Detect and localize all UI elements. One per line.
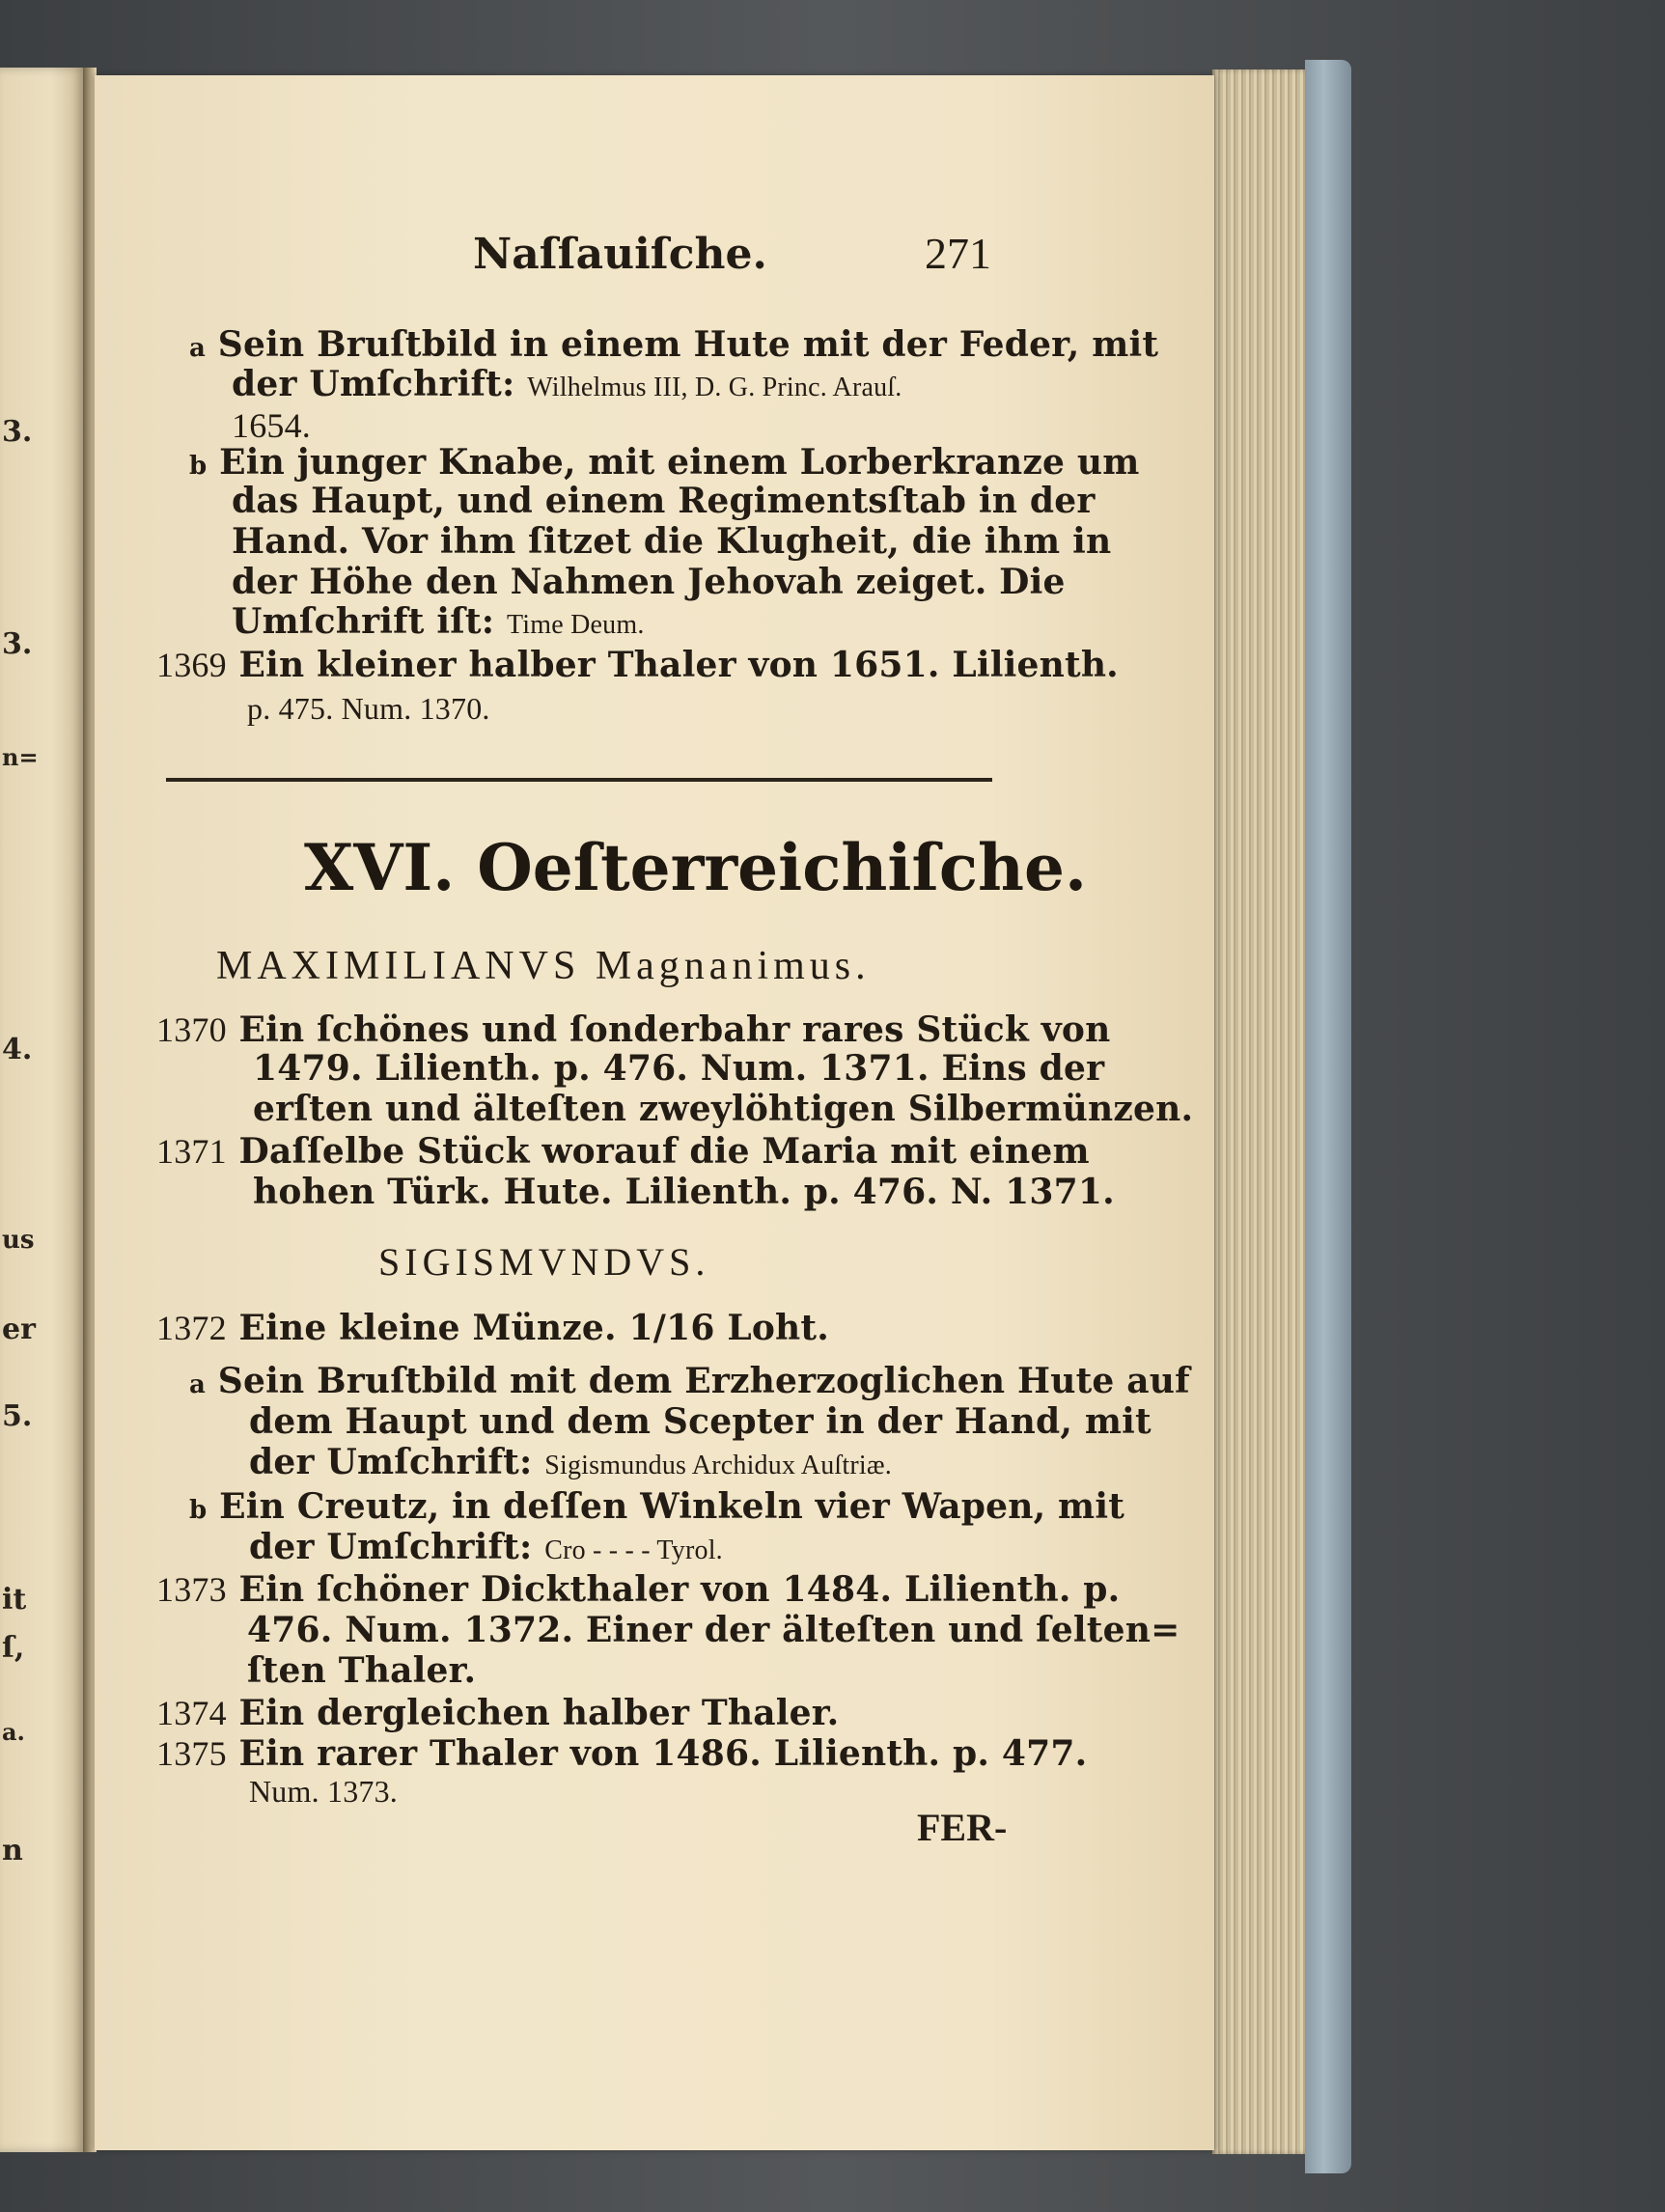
entry-text: 476. Num. 1372. Einer der älteſten und ſelten=	[247, 1610, 1180, 1650]
entry-text: 1479. Lilienth. p. 476. Num. 1371. Eins der	[253, 1048, 1105, 1089]
entry-text: dem Haupt und dem Scepter in der Hand, mit	[249, 1401, 1152, 1442]
subheading-maximilianus: MAXIMILIANVS Magnanimus.	[216, 944, 871, 988]
left-fragment: a.	[2, 1718, 25, 1746]
entry-line	[156, 645, 1119, 685]
entry-text: hohen Türk. Hute. Lilienth. p. 476. N. 1371.	[253, 1172, 1115, 1212]
entry-text: Ein ſchönes und ſonderbahr rares Stück von	[238, 1009, 1111, 1050]
entry-label: b	[189, 452, 208, 481]
entry-number: 1375	[156, 1734, 227, 1773]
entry-text: Umſchrift iſt:	[232, 601, 495, 642]
entry-label: b	[189, 1496, 208, 1525]
entry-line	[156, 1569, 1120, 1610]
left-fragment: 4.	[2, 1033, 33, 1066]
entry-text: Ein kleiner halber Thaler von 1651. Lilienth.	[238, 645, 1119, 685]
entry-line	[189, 324, 1158, 365]
entry-roman: Num. 1373.	[249, 1774, 398, 1809]
entry-text: Ein dergleichen halber Thaler.	[238, 1693, 840, 1733]
entry-line	[232, 601, 645, 642]
running-head: Naſſauiſche.	[473, 230, 767, 279]
entry-line	[247, 1610, 1179, 1650]
entry-roman: Cro - - - - Tyrol.	[544, 1535, 723, 1565]
left-fragment: 3.	[2, 415, 33, 449]
entry-line	[247, 691, 490, 727]
entry-text: Daſſelbe Stück worauf die Maria mit einem	[238, 1131, 1090, 1172]
entry-text: erſten und älteſten zweylöhtigen Silbermünzen.	[253, 1089, 1194, 1129]
entry-text: ſten Thaler.	[247, 1650, 477, 1691]
entry-line	[253, 1172, 1115, 1212]
left-fragment: 3.	[2, 627, 33, 661]
page-edges	[1212, 69, 1309, 2154]
section-heading: XVI. Oeſterreichiſche.	[304, 830, 1087, 905]
book-cover-edge	[1305, 60, 1351, 2173]
entry-line	[156, 1733, 1087, 1774]
entry-number: 1374	[156, 1694, 227, 1732]
entry-line	[249, 1527, 723, 1567]
left-fragment: 5.	[2, 1399, 33, 1433]
entry-text: das Haupt, und einem Regimentsſtab in der	[232, 481, 1096, 521]
left-fragment: n=	[2, 743, 39, 771]
entry-roman: Wilhelmus III, D. G. Princ. Arauſ.	[527, 373, 902, 402]
entry-text: Ein junger Knabe, mit einem Lorberkranze um	[219, 442, 1140, 483]
entry-line	[249, 1774, 398, 1810]
entry-line	[232, 481, 1096, 521]
entry-line	[189, 1486, 1124, 1527]
entry-line	[253, 1089, 1193, 1129]
entry-number: 1373	[156, 1570, 227, 1609]
entry-roman: Time Deum.	[506, 610, 645, 640]
entry-line	[156, 1693, 839, 1733]
entry-text: Sein Bruſtbild in einem Hute mit der Feder, mit	[217, 324, 1159, 365]
entry-text: Hand. Vor ihm ſitzet die Klugheit, die ihm in	[232, 521, 1112, 562]
left-fragment: us	[2, 1226, 35, 1255]
entry-roman: 1654.	[232, 406, 311, 445]
entry-roman: Sigismundus Archidux Auſtriæ.	[544, 1451, 892, 1480]
entry-line	[189, 442, 1140, 483]
entry-text: Ein rarer Thaler von 1486. Lilienth. p. 477.	[238, 1733, 1088, 1774]
left-fragment: er	[2, 1313, 36, 1346]
entry-text: Ein Creutz, in deſſen Winkeln vier Wapen, mit	[219, 1486, 1125, 1527]
entry-line	[156, 1131, 1090, 1172]
entry-line	[253, 1048, 1104, 1089]
section-rule	[166, 778, 992, 782]
entry-number: 1372	[156, 1309, 227, 1347]
entry-label: a	[189, 334, 207, 363]
entry-line	[247, 1650, 476, 1691]
entry-line	[189, 1361, 1190, 1401]
subheading-sigismundus: SIGISMVNDVS.	[378, 1240, 710, 1284]
entry-number: 1370	[156, 1010, 227, 1049]
catchword: FER-	[917, 1806, 1008, 1849]
entry-line	[156, 1009, 1110, 1050]
page-number: 271	[925, 229, 991, 278]
entry-line	[249, 1401, 1152, 1442]
entry-line	[156, 1308, 829, 1348]
entry-line	[232, 562, 1066, 602]
entry-number: 1371	[156, 1132, 227, 1171]
entry-number: 1369	[156, 646, 227, 684]
entry-line	[232, 405, 311, 446]
entry-text: der Umſchrift:	[232, 364, 515, 404]
left-fragment: ſ,	[2, 1631, 25, 1665]
entry-label: a	[189, 1370, 207, 1399]
left-page-edge	[0, 68, 85, 2152]
entry-text: Ein ſchöner Dickthaler von 1484. Lilienth. p.	[238, 1569, 1121, 1610]
entry-text: der Umſchrift:	[249, 1527, 533, 1567]
entry-line	[232, 521, 1111, 562]
left-fragment: n	[2, 1834, 23, 1867]
entry-roman: p. 475. Num. 1370.	[247, 691, 490, 726]
entry-text: Eine kleine Münze. 1/16 Loht.	[238, 1308, 829, 1348]
entry-line	[249, 1442, 892, 1482]
left-fragment: it	[2, 1583, 27, 1617]
entry-text: der Höhe den Nahmen Jehovah zeiget. Die	[232, 562, 1066, 602]
entry-text: der Umſchrift:	[249, 1442, 533, 1482]
entry-text: Sein Bruſtbild mit dem Erzherzoglichen Hute auf	[217, 1361, 1190, 1401]
entry-line	[232, 364, 902, 404]
